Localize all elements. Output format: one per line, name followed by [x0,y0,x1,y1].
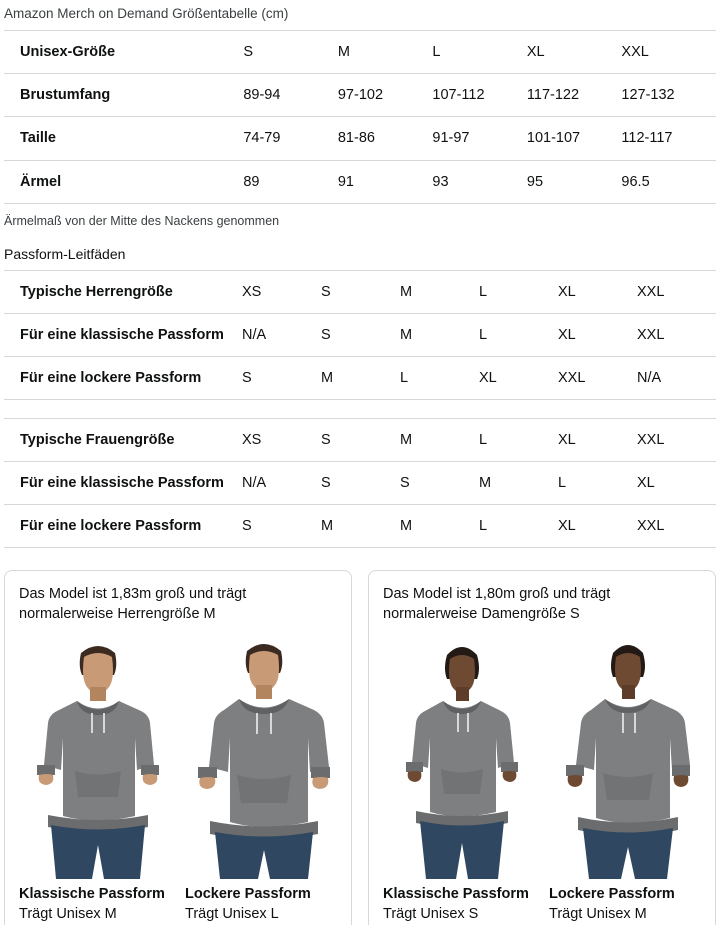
cell: XXL [637,432,665,449]
wears-label: Trägt Unisex M [19,906,117,923]
cell: 89 [243,173,260,190]
cell: 74-79 [243,130,281,147]
table-row [4,419,716,462]
cell: S [242,518,252,535]
cell: M [400,432,413,449]
model-caption: Das Model ist 1,80m groß und trägt normalerweise Damengröße S [383,586,611,622]
cell: 101-107 [526,130,581,147]
cell: 81-86 [337,130,375,147]
cell: 96.5 [621,173,650,190]
cell: S [321,326,331,343]
cell: XS [242,283,262,300]
cell: 97-102 [337,87,384,104]
cell: XXL [637,518,665,535]
cell: 117-122 [526,87,580,104]
cell: XL [558,432,576,449]
hoodie-female-relaxed-image [549,629,707,879]
fit-label: Klassische Passform [19,886,165,903]
cell: S [321,432,331,449]
cell: 91 [337,173,354,190]
row-label: Typische Herrengröße [20,283,173,300]
cell: N/A [242,326,267,343]
cell: M [400,283,413,300]
row-label: Taille [20,130,56,147]
cell: 93 [432,173,449,190]
row-label: Ärmel [20,173,62,190]
cell: L [479,518,488,535]
figure-classic-fit-male [19,629,177,925]
fit-label: Lockere Passform [549,886,675,903]
cell: 127-132 [621,87,675,104]
cell: L [558,475,567,492]
cell: 89-94 [243,87,281,104]
cell: N/A [242,475,267,492]
model-caption: Das Model ist 1,83m groß und trägt normalerweise Herrengröße M [19,586,247,622]
figure-group [383,629,701,925]
figure-relaxed-fit-male [185,629,343,925]
cell: XL [558,283,576,300]
table-row [4,74,716,117]
cell: N/A [637,369,662,386]
fit-label: Lockere Passform [185,886,311,903]
cell: 91-97 [432,130,470,147]
cell: M [400,518,413,535]
table-row [4,356,716,399]
table-row [4,117,716,160]
page-title: Amazon Merch on Demand Größentabelle (cm) [4,6,289,21]
cell: S [243,44,254,61]
cell: S [321,475,331,492]
cell: XL [558,326,576,343]
cell: M [337,44,350,61]
cell: XXL [558,369,586,386]
cell: M [400,326,413,343]
cell: L [479,326,488,343]
figure-group [19,629,337,925]
mens-fit-table [4,270,716,400]
row-label: Typische Frauengröße [20,432,175,449]
cell: S [321,283,331,300]
figure-relaxed-fit-female [549,629,707,925]
cell: L [400,369,409,386]
cell: XXL [621,44,649,61]
wears-label: Trägt Unisex L [185,906,279,923]
model-card-male [4,570,352,925]
wears-label: Trägt Unisex M [549,906,647,923]
table-row [4,160,716,203]
wears-label: Trägt Unisex S [383,906,479,923]
cell: L [432,44,441,61]
cell: XL [479,369,497,386]
cell: XS [242,432,262,449]
row-label: Brustumfang [20,87,111,104]
model-cards-row [0,548,720,925]
cell: M [321,518,334,535]
table-row [4,313,716,356]
cell: M [321,369,334,386]
row-label: Für eine lockere Passform [20,518,202,535]
table-row [4,505,716,548]
cell: S [242,369,252,386]
table-row [4,31,716,74]
hoodie-male-classic-image [19,629,177,879]
cell: S [400,475,410,492]
cell: XL [558,518,576,535]
table-row [4,462,716,505]
cell: XXL [637,283,665,300]
hoodie-male-relaxed-image [185,629,343,879]
table-row [4,270,716,313]
row-label: Für eine klassische Passform [20,326,224,343]
cell: 95 [526,173,544,190]
fit-guides-label: Passform-Leitfäden [4,245,126,262]
cell: M [479,475,492,492]
sleeve-measurement-note: Ärmelmaß von der Mitte des Nackens genommen [4,213,280,228]
cell: 112-117 [621,130,673,147]
row-label: Für eine lockere Passform [20,369,202,386]
cell: XL [526,44,545,61]
cell: XL [637,475,655,492]
womens-fit-table [4,418,716,548]
cell: XXL [637,326,665,343]
row-label: Unisex-Größe [20,44,116,61]
row-label: Für eine klassische Passform [20,475,224,492]
cell: L [479,432,488,449]
model-card-female [368,570,716,925]
figure-classic-fit-female [383,629,541,925]
fit-label: Klassische Passform [383,886,529,903]
cell: 107-112 [432,87,485,104]
hoodie-female-classic-image [383,629,541,879]
size-table [4,30,716,204]
cell: L [479,283,488,300]
